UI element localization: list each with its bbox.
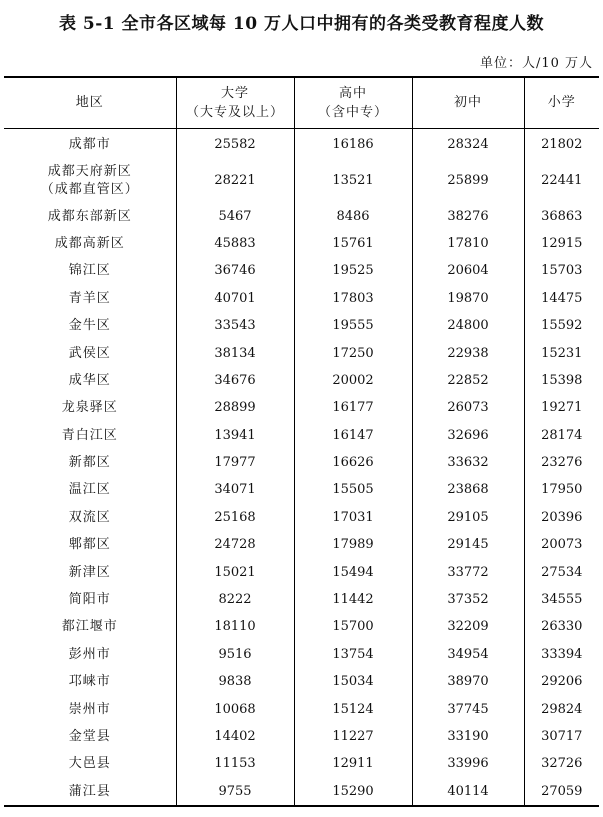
region-name: 青羊区 <box>68 290 111 306</box>
cell-primary: 20396 <box>524 504 599 531</box>
cell-university: 33543 <box>176 312 294 339</box>
table-row <box>4 367 599 394</box>
table-row <box>4 751 599 778</box>
cell-primary: 15231 <box>524 340 599 367</box>
cell-region <box>4 778 176 806</box>
cell-university: 8222 <box>176 586 294 613</box>
cell-university: 25168 <box>176 504 294 531</box>
table-row <box>4 614 599 641</box>
table-header <box>4 77 599 128</box>
cell-university: 17977 <box>176 449 294 476</box>
cell-region <box>4 532 176 559</box>
header-university-line1: 大学 <box>220 85 249 101</box>
cell-junior: 25899 <box>412 159 524 203</box>
table-row <box>4 477 599 504</box>
cell-junior: 38276 <box>412 203 524 230</box>
table-body <box>4 128 599 806</box>
cell-junior: 26073 <box>412 395 524 422</box>
table-row <box>4 559 599 586</box>
cell-highschool: 17250 <box>294 340 412 367</box>
table-row <box>4 532 599 559</box>
region-name: 成都市 <box>68 137 111 153</box>
cell-university: 40701 <box>176 285 294 312</box>
region-name-sub: （成都直管区） <box>40 181 139 197</box>
cell-primary: 29824 <box>524 696 599 723</box>
table-row <box>4 669 599 696</box>
cell-region <box>4 312 176 339</box>
table-row <box>4 641 599 668</box>
cell-region <box>4 696 176 723</box>
education-table <box>4 76 599 807</box>
cell-university: 45883 <box>176 230 294 257</box>
cell-highschool: 13754 <box>294 641 412 668</box>
cell-primary: 26330 <box>524 614 599 641</box>
cell-region <box>4 422 176 449</box>
header-row <box>4 77 599 128</box>
table-row <box>4 778 599 806</box>
cell-highschool: 16177 <box>294 395 412 422</box>
region-name: 温江区 <box>68 482 111 498</box>
cell-university: 9838 <box>176 669 294 696</box>
unit-label: 单位：人/10 万人 <box>479 56 593 71</box>
cell-primary: 21802 <box>524 128 599 159</box>
cell-primary: 15592 <box>524 312 599 339</box>
cell-university: 9755 <box>176 778 294 806</box>
cell-university: 34676 <box>176 367 294 394</box>
cell-highschool: 12911 <box>294 751 412 778</box>
region-name: 金堂县 <box>68 729 111 744</box>
cell-junior: 33772 <box>412 559 524 586</box>
cell-highschool: 20002 <box>294 367 412 394</box>
cell-highschool: 17803 <box>294 285 412 312</box>
cell-highschool: 13521 <box>294 159 412 203</box>
cell-region <box>4 367 176 394</box>
region-name: 崇州市 <box>68 701 111 717</box>
cell-junior: 37745 <box>412 696 524 723</box>
cell-highschool: 15290 <box>294 778 412 806</box>
region-name: 成华区 <box>68 372 111 388</box>
cell-highschool: 16147 <box>294 422 412 449</box>
cell-junior: 22852 <box>412 367 524 394</box>
cell-university: 24728 <box>176 532 294 559</box>
region-name: 龙泉驿区 <box>61 400 118 416</box>
cell-junior: 29145 <box>412 532 524 559</box>
cell-university: 25582 <box>176 128 294 159</box>
cell-region <box>4 614 176 641</box>
cell-region <box>4 258 176 285</box>
cell-region <box>4 641 176 668</box>
cell-highschool: 15761 <box>294 230 412 257</box>
region-name: 双流区 <box>68 509 111 525</box>
header-primary: 小学 <box>524 77 599 128</box>
cell-primary: 15398 <box>524 367 599 394</box>
cell-highschool: 19525 <box>294 258 412 285</box>
cell-primary: 17950 <box>524 477 599 504</box>
cell-junior: 32696 <box>412 422 524 449</box>
cell-university: 38134 <box>176 340 294 367</box>
cell-primary: 27534 <box>524 559 599 586</box>
cell-primary: 20073 <box>524 532 599 559</box>
cell-junior: 33632 <box>412 449 524 476</box>
cell-primary: 19271 <box>524 395 599 422</box>
table-row <box>4 258 599 285</box>
cell-junior: 32209 <box>412 614 524 641</box>
table-row <box>4 128 599 159</box>
cell-region <box>4 751 176 778</box>
cell-junior: 28324 <box>412 128 524 159</box>
table-title: 表 5-1 全市各区域每 10 万人口中拥有的各类受教育程度人数 <box>58 14 545 34</box>
cell-university: 36746 <box>176 258 294 285</box>
region-name: 锦江区 <box>68 263 111 279</box>
region-name: 都江堰市 <box>61 619 118 635</box>
region-name: 成都天府新区 <box>47 163 132 179</box>
cell-region <box>4 203 176 230</box>
cell-university: 14402 <box>176 723 294 750</box>
table-row <box>4 203 599 230</box>
table-row <box>4 696 599 723</box>
cell-primary: 33394 <box>524 641 599 668</box>
header-region: 地区 <box>4 77 176 128</box>
cell-junior: 33996 <box>412 751 524 778</box>
cell-junior: 33190 <box>412 723 524 750</box>
cell-region <box>4 559 176 586</box>
cell-university: 11153 <box>176 751 294 778</box>
cell-junior: 23868 <box>412 477 524 504</box>
table-row <box>4 504 599 531</box>
cell-region <box>4 477 176 504</box>
region-name: 武侯区 <box>68 345 111 361</box>
cell-region <box>4 159 176 203</box>
region-name: 青白江区 <box>61 427 118 443</box>
cell-university: 5467 <box>176 203 294 230</box>
cell-primary: 23276 <box>524 449 599 476</box>
header-highschool-line2: （含中专） <box>317 104 388 120</box>
cell-junior: 37352 <box>412 586 524 613</box>
cell-highschool: 15034 <box>294 669 412 696</box>
cell-university: 28221 <box>176 159 294 203</box>
cell-primary: 36863 <box>524 203 599 230</box>
region-name: 成都高新区 <box>54 235 125 251</box>
table-row <box>4 159 599 203</box>
cell-junior: 34954 <box>412 641 524 668</box>
region-name: 金牛区 <box>68 318 111 334</box>
region-name: 邛崃市 <box>68 674 111 690</box>
header-university <box>176 77 294 128</box>
cell-junior: 38970 <box>412 669 524 696</box>
cell-highschool: 17989 <box>294 532 412 559</box>
cell-university: 9516 <box>176 641 294 668</box>
cell-region <box>4 669 176 696</box>
region-name: 郫都区 <box>68 537 111 553</box>
cell-highschool: 11442 <box>294 586 412 613</box>
cell-region <box>4 504 176 531</box>
cell-primary: 28174 <box>524 422 599 449</box>
cell-region <box>4 340 176 367</box>
table-row <box>4 449 599 476</box>
region-name: 大邑县 <box>68 756 111 772</box>
cell-region <box>4 586 176 613</box>
cell-university: 10068 <box>176 696 294 723</box>
cell-highschool: 17031 <box>294 504 412 531</box>
table-row <box>4 285 599 312</box>
region-name: 简阳市 <box>68 592 111 608</box>
cell-university: 15021 <box>176 559 294 586</box>
cell-junior: 22938 <box>412 340 524 367</box>
header-highschool-line1: 高中 <box>338 85 367 101</box>
cell-university: 18110 <box>176 614 294 641</box>
cell-region <box>4 128 176 159</box>
cell-primary: 34555 <box>524 586 599 613</box>
table-row <box>4 230 599 257</box>
cell-university: 13941 <box>176 422 294 449</box>
cell-region <box>4 285 176 312</box>
table-row <box>4 312 599 339</box>
region-name: 新津区 <box>68 564 111 580</box>
cell-highschool: 19555 <box>294 312 412 339</box>
cell-junior: 19870 <box>412 285 524 312</box>
header-highschool <box>294 77 412 128</box>
cell-region <box>4 723 176 750</box>
region-name: 新都区 <box>68 455 111 471</box>
table-row <box>4 422 599 449</box>
cell-highschool: 15494 <box>294 559 412 586</box>
cell-region <box>4 395 176 422</box>
cell-region <box>4 449 176 476</box>
cell-primary: 32726 <box>524 751 599 778</box>
header-junior: 初中 <box>412 77 524 128</box>
cell-primary: 29206 <box>524 669 599 696</box>
cell-highschool: 15124 <box>294 696 412 723</box>
cell-primary: 27059 <box>524 778 599 806</box>
cell-university: 34071 <box>176 477 294 504</box>
cell-primary: 22441 <box>524 159 599 203</box>
cell-highschool: 16186 <box>294 128 412 159</box>
table-row <box>4 340 599 367</box>
cell-highschool: 8486 <box>294 203 412 230</box>
cell-primary: 14475 <box>524 285 599 312</box>
header-university-line2: （大专及以上） <box>185 104 284 120</box>
cell-highschool: 11227 <box>294 723 412 750</box>
cell-highschool: 16626 <box>294 449 412 476</box>
cell-primary: 30717 <box>524 723 599 750</box>
cell-university: 28899 <box>176 395 294 422</box>
cell-junior: 24800 <box>412 312 524 339</box>
cell-junior: 29105 <box>412 504 524 531</box>
region-name: 彭州市 <box>68 646 111 662</box>
cell-junior: 20604 <box>412 258 524 285</box>
cell-region <box>4 230 176 257</box>
cell-primary: 12915 <box>524 230 599 257</box>
table-row <box>4 723 599 750</box>
cell-highschool: 15505 <box>294 477 412 504</box>
region-name: 蒲江县 <box>68 783 111 799</box>
table-row <box>4 586 599 613</box>
cell-primary: 15703 <box>524 258 599 285</box>
cell-junior: 40114 <box>412 778 524 806</box>
table-row <box>4 395 599 422</box>
cell-junior: 17810 <box>412 230 524 257</box>
region-name: 成都东部新区 <box>47 208 132 224</box>
cell-highschool: 15700 <box>294 614 412 641</box>
